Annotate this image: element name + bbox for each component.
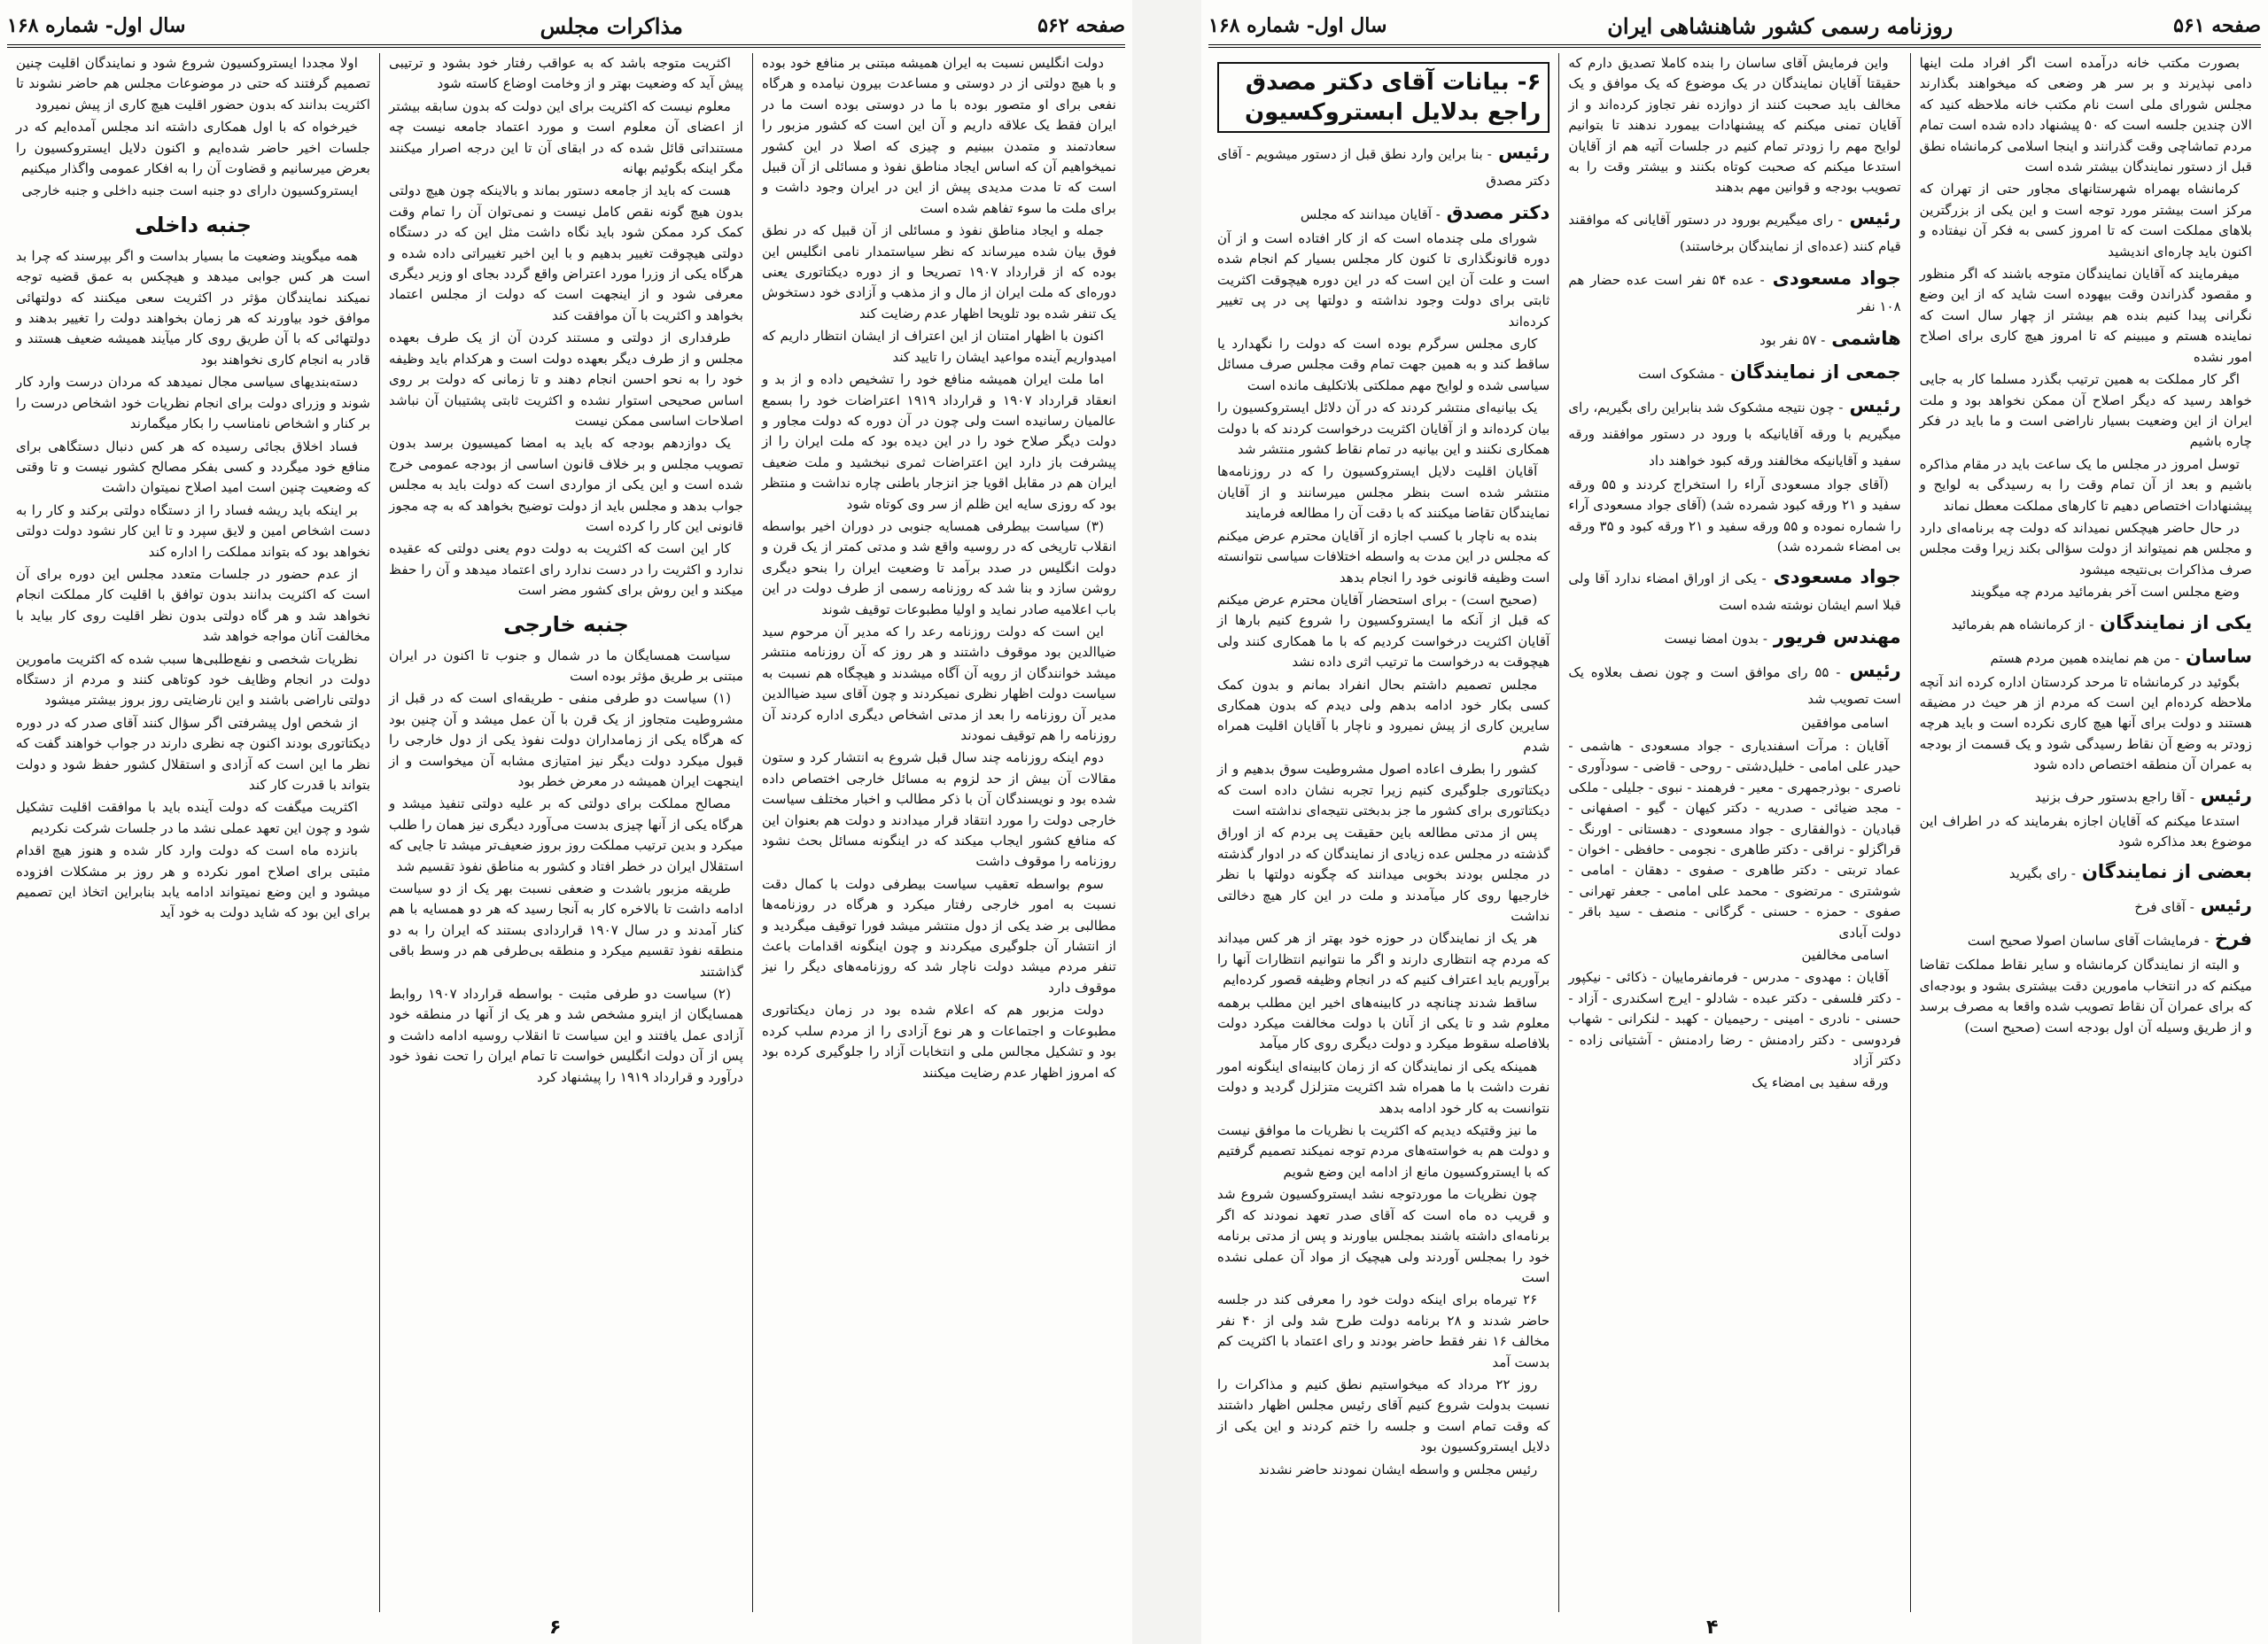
body-paragraph: اکنون با اظهار امتنان از این اعتراف از ایشان انتظار داریم که امیدواریم آینده مواعید ایشان را تایید کند [762, 328, 1116, 365]
body-paragraph: آقایان اقلیت دلایل ایستروکسیون را که در روزنامه‌ها منتشر شده است بنظر مجلس میرسانند و از آقایان نمایندگان تقاضا میکنند که با دقت آن را مطالعه فرمایند [1217, 463, 1550, 522]
speaker-name: رئیس [1498, 142, 1550, 163]
right-page-header [1208, 7, 2261, 48]
body-paragraph: مجلس تصمیم داشتم بحال انفراد بمانم و بدون کمک کسی بکار خود ادامه بدهم ولی دیدم که بدون همکاری سایرین کاری از پیش نمیرود و ناچار با آقایان اقلیت همراه شدم [1217, 676, 1550, 755]
body-paragraph: اما ملت ایران همیشه منافع خود را تشخیص داده و از بد و انعقاد قرارداد ۱۹۰۷ و قرارداد ۱۹۱۹ اعتراضات خود را بسمع عالمیان رسانیده است ولی چون در آن دوره که دولت مجاور و دولت دیگر صلاح خود را در این دیده بود که ملت ایران را از پیشرفت باز دارد این اعتراضات ثمری نبخشید و ملت ضعیف ایران هم در مقابل اقویا جز انزجار باطنی چاره نداشت و منتظر بود که روزی سایه این ظلم از سر وی کوتاه شود [762, 371, 1116, 512]
speech-paragraph: واین فرمایش آقای ساسان را بنده کاملا تصدیق دارم که حقیقتا آقایان نمایندگان در یک موضوع که یک موافق و یک مخالف باید صحبت کنند از دوازده نفر تجاوز کرده‌اند و از آقایان تمنی میکنم که پیشنهادات بیمورد ندهند تا بتوانیم لوایح مهم را زودتر تمام کنیم در جلسات آتیه هم از آقایان استدعا میکنم که صحبت کوتاه بکنند و بیشتر وقت را به تصویب بودجه و قوانین مهم بدهند [1568, 55, 1901, 196]
speaker-line [1568, 326, 1900, 353]
speech-paragraph: و البته از نمایندگان کرمانشاه و سایر نقاط مملکت تقاضا میکنم که در انتخاب مامورین دقت بیشتری بشود و بودجه‌ای که برای عمران آن نقاط تصویب شده واقعا به مصرف برسد و از طریق وسیله آن اول بودجه است (صحیح است) [1919, 957, 2252, 1035]
body-paragraph: سیاست همسایگان ما در شمال و جنوب تا اکنون در ایران مبتنی بر طریق مؤثر بوده است [389, 647, 743, 684]
speaker-text: - من هم نماینده همین مردم هستم [1990, 649, 2180, 666]
body-paragraph: از شخص اول پیشرفتی اگر سؤال کنند آقای صدر که در دوره دیکتاتوری بودند اکنون چه نظری دارند در جواب خواهند گفت که نظر ما این است که آزادی و استقلال کشور حفظ شود و دولت بتواند با قدرت کار کند [16, 714, 370, 793]
left-page-columns [7, 53, 1125, 1612]
left-page-issue: سال اول- شماره ۱۶۸ [7, 14, 186, 37]
section-heading: ۶- بیانات آقای دکتر مصدق راجع بدلایل ابستروکسیون [1217, 62, 1550, 133]
body-paragraph: بانزده ماه است که دولت وارد کار شده و هنوز هیچ اقدام مثبتی برای اصلاح امور نکرده و هر روز بر مشکلات افزوده میشود و این وضع نمیتواند ادامه یابد بنابراین اتخاذ این تصمیم برای این بود که شاید دولت به خود آید [16, 842, 370, 921]
body-paragraph: هست که باید از جامعه دستور بماند و بالاینکه چون هیچ دولتی بدون هیچ گونه نقص کامل نیست و نمی‌توان آن را تمام وقت کمک کرد ممکن شود باید نگاه داشت مثل این که در دستگاه دولتی هیچوقت تغییر بدهیم و با این اخیر تغییراتی داده شده و هرگاه یکی از وزرا مورد اعتراض واقع گردد بجای او وزیر دیگری معرفی شود و از اینجهت است که دولت از مجلس اعتماد بخواهد و اکثریت با آن موافقت کند [389, 182, 743, 323]
speaker-name: ساسان [2186, 645, 2252, 667]
speaker-text: - عده ۵۴ نفر است عده حضار هم ۱۰۸ نفر [1568, 271, 1901, 314]
speaker-text: - آقا راجع بدستور حرف بزنید [2035, 788, 2194, 805]
body-paragraph: نظریات شخصی و نفع‌طلبی‌ها سبب شده که اکثریت مامورین دولت در انجام وظایف خود کوتاهی کنند و مردم از دستگاه دولتی ناراضی باشند و این نارضایتی روز بروز بیشتر میشود [16, 650, 370, 709]
speaker-text: - آقایان میدانند که مجلس [1300, 206, 1441, 222]
speaker-line [1568, 393, 1900, 473]
body-paragraph: اولا مجددا ایستروکسیون شروع شود و نمایندگان اقلیت چنین تصمیم گرفتند که حتی در موضوعات مجلس هم حاضر نشوند تا اکثریت بدانند که بدون حضور اقلیت هیچ کاری از پیش نمیرود [16, 55, 370, 112]
vote-paragraph: (آقای جواد مسعودی آراء را استخراج کردند و ۵۵ ورقه سفید و ۲۱ ورقه کبود شمرده شد) (آقای جواد مسعودی آراء را شماره نموده و ۵۵ ورقه سفید و ۲۱ ورقه کبود و ۳۵ ورقه بی امضاء شمرده شد) [1568, 476, 1901, 555]
speaker-name: دکتر مصدق [1446, 202, 1550, 223]
left-page-section: مذاکرات مجلس [540, 12, 683, 39]
abstain-note: ورقه سفید بی امضاء یک [1751, 1074, 1889, 1091]
voter-list-yes: آقایان : مرآت اسفندیاری - جواد مسعودی - هاشمی - حیدر علی امامی - خلیل‌دشتی - روحی - قاضی - سودآوری - ناصری - بوذرجمهری - معیر - فرهمند - نبوی - جلیلی - ملکی - مجد ضیائی - صدریه - دکتر کیهان - گیو - اصفهانی - قبادیان - ذوالفقاری - جواد مسعودی - دهستانی - اورنگ - قراگزلو - نراقی - دکتر طاهری - نجومی - حافظی - اخوان - عماد تربتی - دکتر طاهری - صفوی - دهقان - امامی - شوشتری - مرتضوی - محمد علی امامی - جعفر تهرانی - صفوی - حمزه - حسنی - گرگانی - منصف - سید باقر - دولت آبادی [1568, 737, 1901, 941]
speaker-line [1920, 859, 2252, 886]
speaker-line [1568, 206, 1900, 259]
voter-list-title: اسامی مخالفین [1801, 946, 1889, 963]
body-paragraph: خیرخواه که با اول همکاری داشته اند مجلس آمده‌ایم که در جلسات اخیر حاضر شده‌ایم و اکنون دلایل ایستروکسیون را بعرض میرسانیم و قضاوت آن را به افکار عمومی واگذار میکنیم [16, 119, 370, 177]
paragraphs [389, 53, 743, 1088]
right-column-1 [1911, 53, 2261, 1612]
voter-list-title: اسامی موافقین [1801, 715, 1889, 732]
body-paragraph: توسل امروز در مجلس ما یک ساعت باید در مقام مذاکره باشیم و بعد از آن تمام وقت را به رسیدگی به لوایح و پیشنهادات اختصاص دهیم تا کارهای مملکت معطل نماند [1919, 455, 2252, 514]
speaker-text: - از کرمانشاه هم بفرمائید [1951, 616, 2094, 632]
speaker-text: - ۵۷ نفر بود [1759, 331, 1826, 348]
speaker-name: بعضی از نمایندگان [2081, 861, 2252, 883]
speaker-line [1920, 644, 2252, 671]
body-paragraph: دولت مزبور هم که اعلام شده بود در زمان دیکتاتوری مطبوعات و اجتماعات و هر نوع آزادی را از مردم سلب کرده بود و تشکیل مجالس ملی و انتخابات آزاد را جلوگیری کرده بود که امروز اظهار عدم رضایت میکنند [762, 1002, 1116, 1081]
speaker-name: رئیس [1849, 206, 1901, 229]
body-paragraph: شورای ملی چندماه است که از کار افتاده است و از آن دوره قانونگذاری تا کنون کار مجلس بسیار کم انجام شده است و علت آن این است که در این دوره هیچوقت اکثریت ثابتی برای دولت وجود نداشته و دولتها پی در پی تغییر کرده‌اند [1217, 230, 1550, 330]
speaker-text: - رای بگیرید [2008, 865, 2076, 882]
body-paragraph: چون نظریات ما موردتوجه نشد ایستروکسیون شروع شد و قریب ده ماه است که آقای صدر تعهد نمودند که اگر برنامه‌ای داشته باشند بمجلس بیاورند و پس از مدتی برنامه خود را بمجلس آوردند ولی هیچیک از مواد آن عملی نشده است [1217, 1186, 1550, 1285]
body-paragraph: سوم بواسطه تعقیب سیاست بیطرفی دولت با کمال دقت نسبت به امور خارجی رفتار میکرد و هرگاه در روزنامه‌ها مطالبی بر ضد یکی از دول منتشر میشد فورا توقیف میگردید و از انتشار آن جلوگیری میکردند و چون اینگونه اقدامات باعث تنفر مردم میشد دولت ناچار شد که روزنامه‌های دیگر را نیز موقوف دارد [762, 875, 1116, 996]
left-page-number: صفحه ۵۶۲ [1037, 14, 1125, 37]
body-paragraph: همه میگویند وضعیت ما بسیار بداست و اگر بپرسند که چرا بد است هر کس جوابی میدهد و هیچکس به عمق قضیه توجه نمیکند نمایندگان مؤثر در اکثریت سعی میکنند که دولتهائی موافق خود بیاورند که هر زمان بخواهند دولت را تغییر بدهند و دولتهائی که با آن طریق روی کار میآیند همیشه ضعیف هستند و قادر به انجام کاری نخواهند بود [16, 247, 370, 368]
speech-paragraph: بگوئید در کرمانشاه تا مرحد کردستان اداره کرده اند آنچه ملاحظه کرده‌ام این است که مردم از هر حیث در مضیقه هستند و دولت برای آنها هیچ کاری نکرده است و باید هرچه زودتر به وضع آن نقاط رسیدگی شود و یک قسمت از بودجه به عمران آن منطقه اختصاص داده شود [1919, 673, 2252, 773]
body-paragraph: بصورت مکتب خانه درآمده است اگر افراد ملت اینها دامی نپذیرند و بر سر هر وضعی که میخواهند بگذارند مجلس شورای ملی است نام مکتب خانه ملاحظه کنید که الان چندین جلسه است که ۵۰ پیشنهاد داده شده است تمام مردم تماشاچی وقت گذرانند و اینجا اسلامی کرمانشاه نطق قبل از دستور نمایندگان بیشتر شده است [1919, 55, 2252, 175]
body-paragraph: (۲) سیاست دو طرفی مثبت - بواسطه قرارداد ۱۹۰۷ روابط همسایگان از اینرو مشخص شد و هر یک از آنها در منطقه خود آزادی عمل یافتند و این سیاست تا انقلاب روسیه ادامه داشت و پس از آن دولت انگلیس خواست تا تمام ایران را تحت نفوذ خود درآورد و قرارداد ۱۹۱۹ را پیشنهاد کرد [389, 986, 743, 1085]
speaker-line [1217, 140, 1550, 193]
left-page [0, 0, 1132, 1644]
body-paragraph: ما نیز وقتیکه دیدیم که اکثریت با نظریات ما موافق نیست و دولت هم به خواسته‌های مردم توجه نمیکند تصمیم گرفتیم که با ایستروکسیون مانع از ادامه این وضع شویم [1217, 1122, 1550, 1180]
right-page-issue: سال اول- شماره ۱۶۸ [1208, 14, 1387, 37]
speaker-name: رئیس [1849, 660, 1901, 682]
speaker-text: - ۵۵ رای موافق است و چون نصف بعلاوه یک است تصویب شد [1568, 664, 1901, 708]
speaker-text: - چون نتیجه مشکوک شد بنابراین رای بگیریم، رای میگیریم با ورقه آقایانیکه با ورود در دستور موافقند ورقه سفید و آقایانیکه مخالفند ورقه کبود خواهند داد [1568, 399, 1901, 469]
body-paragraph: طریقه مزبور باشدت و ضعفی نسبت بهر یک از دو سیاست ادامه داشت تا بالاخره کار به آنجا رسید که هر دو همسایه با هم کنار آمدند و در سال ۱۹۰۷ قراردادی بستند که ایران را به دو منطقه نفوذ تقسیم میکرد و منطقه بی‌طرفی هم در وسط باقی گذاشتند [389, 880, 743, 980]
speaker-name: هاشمی [1831, 327, 1901, 349]
speaker-line [1568, 266, 1900, 319]
section-heading: جنبه داخلی [135, 212, 252, 237]
speaker-line [1920, 893, 2252, 919]
voter-list-no: آقایان : مهدوی - مدرس - فرمانفرماییان - ذکائی - نیکپور - دکتر فلسفی - دکتر عبده - شادلو - ایرج اسکندری - آزاد - حسنی - نادری - امینی - رحیمیان - کهبد - لنکرانی - شهاب فردوسی - دکتر رادمنش - رضا رادمنش - آشتیانی زاده - دکتر آزاد [1568, 969, 1901, 1068]
left-column-3 [7, 53, 380, 1612]
body-paragraph: اکثریت متوجه باشد که به عواقب رفتار خود بشود و ترتیبی پیش آید که وضعیت بهتر و از وخامت اوضاع کاسته شود [389, 55, 743, 92]
body-paragraph: پس از مدتی مطالعه باین حقیقت پی بردم که از اوراق گذشته در مجلس عده زیادی از نمایندگان که در ادوار گذشته در مجلس بودند بخوبی میدانند که چگونه دولتها با نظر خارجیها روی کار میآمدند و ملت در این کار هیچ دخالتی نداشت [1217, 825, 1550, 924]
body-paragraph: میفرمایند که آقایان نمایندگان متوجه باشند که اگر منظور و مقصود گذراندن وقت بیهوده است شاید که از این وضع نگرانی پیدا کنیم بنده هم بیشتر از چهار سال است که نماینده هستم و میبینم که تا امروز هیچ کاری برای اصلاح امور نشده [1919, 266, 2252, 365]
section-heading: جنبه خارجی [503, 611, 629, 637]
body-paragraph: معلوم نیست که اکثریت برای این دولت که بدون سابقه بیشتر از اعضای آن معلوم است و مورد اعتماد جامعه نیست چه مستنداتی قائل شده که در ابقای آن تا این درجه اصرار میکنند مگر اینکه بگوئیم بهانه [389, 97, 743, 177]
body-paragraph: هر یک از نمایندگان در حوزه خود بهتر از هر کس میداند که مردم چه انتظاری دارند و اگر ما نتوانیم انتظارات آنها را برآوریم باید اعتراف کنیم که در انجام وظیفه قصور کرده‌ایم [1217, 930, 1550, 989]
body-paragraph: کار این است که اکثریت به دولت دوم یعنی دولتی که عقیده ندارد و اکثریت را در دست ندارد رای اعتماد میدهد و آن را حفظ میکند و این روش برای کشور مضر است [389, 540, 743, 599]
speaker-text: - بنا براین وارد نطق قبل از دستور میشویم - آقای دکتر مصدق [1217, 146, 1550, 189]
speaker-line [1920, 610, 2252, 637]
left-column-1 [753, 53, 1125, 1612]
body-paragraph: بر اینکه باید ریشه فساد را از دستگاه دولتی برکند و کار را به دست اشخاص امین و لایق سپرد و تا این کار نشود دولت دولتی نخواهد بود که بتواند مملکت را اداره کند [16, 501, 370, 560]
body-paragraph: مصالح مملکت برای دولتی که بر علیه دولتی تنفیذ میشد و هرگاه یکی از آنها چیزی بدست می‌آورد دیگری نیز همان را طلب میکرد و بدین ترتیب مملکت روز بروز ضعیف‌تر میشد تا جایی که استقلال ایران در خطر افتاد و کشور به مناطق نفوذ تقسیم شد [389, 795, 743, 874]
left-column-2 [380, 53, 753, 1612]
body-paragraph: ۲۶ تیرماه برای اینکه دولت خود را معرفی کند در جلسه حاضر شدند و ۲۸ برنامه دولت طرح شد ولی از ۴۰ نفر مخالف ۱۶ نفر فقط حاضر بودند و رای اعتماد با اکثریت کم بدست آمد [1217, 1291, 1550, 1370]
speaker-name: مهندس فریور [1773, 626, 1901, 648]
left-page-footer-mark: ۶ [549, 1617, 562, 1639]
speaker-line [1920, 783, 2252, 810]
speech-paragraph: استدعا میکنم که آقایان اجازه بفرمایند که در اطراف این موضوع بعد مذاکره شود [1919, 812, 2252, 849]
paragraphs [1217, 229, 1550, 1480]
right-page-footer-mark: ۴ [1706, 1617, 1719, 1639]
body-paragraph: ساقط شدند چنانچه در کابینه‌های اخیر این مطلب برهمه معلوم شد و تا یکی از آنان با دولت مخالفت میکرد دولت بلافاصله سقوط میکرد و دولت دیگری روی کار میآمد [1217, 994, 1550, 1052]
right-page-masthead: روزنامه رسمی کشور شاهنشاهی ایران [1607, 12, 1953, 39]
speaker-line [1568, 624, 1900, 651]
body-paragraph: اگر کار مملکت به همین ترتیب بگذرد مسلما کار به جایی خواهد رسید که دیگر اصلاح آن ممکن نخواهد بود و ملت ایران از این وضعیت بسیار ناراضی است و ما باید در فکر چاره باشیم [1919, 371, 2252, 450]
speaker-text: - فرمایشات آقای ساسان اصولا صحیح است [1967, 933, 2210, 950]
paragraphs [762, 53, 1116, 1083]
right-page [1201, 0, 2268, 1644]
body-paragraph: (۳) سیاست بیطرفی همسایه جنوبی در دوران اخیر بواسطه انقلاب تاریخی که در روسیه واقع شد و مدتی کمتر از یک قرن و دولت انگلیس در صدد برآمد تا وضعیت ایران را بنحو دیگری روشن سازد و بنا شد که روزنامه رسمی از طرف دولت در این باب اعلامیه صادر نماید و اولیا مطبوعات توقیف شوند [762, 517, 1116, 617]
body-paragraph: دسته‌بندیهای سیاسی مجال نمیدهد که مردان درست وارد کار شوند و وزرای دولت برای انجام نظریات خود اشخاص درست را بر کنار و اشخاص نامناسب را بکار میگمارند [16, 374, 370, 432]
body-paragraph: جمله و ایجاد مناطق نفوذ و مسائلی از آن قبیل که در نطق فوق بیان شده میرساند که نظر سیاستمدار نامی انگلیس این بوده که از قرارداد ۱۹۰۷ تصریحا و از دوره دیکتاتوری یعنی دوره‌ای که ملت ایران از مال و از مذهب و آزادی خود دستخوش یک تنفر شده بود تلویحا اظهار عدم رضایت کند [762, 222, 1116, 322]
body-paragraph: دولت انگلیس نسبت به ایران همیشه مبتنی بر منافع خود بوده و با هیچ دولتی از در دوستی و مساعدت بیرون نیامده و هرگاه نفعی برای او متصور بوده با ما در دوستی بوده است ما در ایران فقط یک علاقه داریم و آن این است که کشور مزبور را سعادتمند و متمدن ببینیم و چیزی که اصلا در این کشور نمیخواهیم آن که اساس ایجاد مناطق نفوذ و مسائلی از آن قبیل است که تا مدت مدیدی پیش از این در ایران وجود داشت و برای ملت ما سوء تفاهم شده است [762, 55, 1116, 216]
speaker-text: - آقای فرخ [2134, 899, 2194, 916]
body-paragraph: (صحیح است) - برای استحضار آقایان محترم عرض میکنم که قبل از آنکه ما ایستروکسیون را شروع کنیم بارها از آقایان اکثریت درخواست کردیم که با ما همکاری کنند ولی هیچوقت به درخواست ما ترتیب اثری داده نشد [1217, 591, 1550, 671]
body-paragraph: وضع مجلس است آخر بفرمائید مردم چه میگویند [1969, 584, 2240, 601]
body-paragraph: رئیس مجلس و واسطه ایشان نمودند حاضر نشدند [1258, 1461, 1538, 1477]
body-paragraph: اکثریت میگفت که دولت آینده باید با موافقت اقلیت تشکیل شود و چون این تعهد عملی نشد ما در جلسات شرکت نکردیم [16, 799, 370, 836]
speaker-text: - یکی از اوراق امضاء ندارد آقا ولی قبلا اسم ایشان نوشته شده است [1568, 570, 1901, 614]
body-paragraph: یک بیانیه‌ای منتشر کردند که در آن دلائل ایستروکسیون را بیان کرده‌اند و از آقایان اکثریت درخواست کردند که با دولت همکاری نکنند و این بیانیه در تمام نقاط کشور منتشر شد [1217, 399, 1550, 458]
right-column-3 [1208, 53, 1559, 1612]
speaker-name: جمعی از نمایندگان [1729, 361, 1901, 383]
body-paragraph: فساد اخلاق بجائی رسیده که هر کس دنبال دستگاهی برای منافع خود میگردد و کسی بفکر مصالح کشور نیست و تا وقتی که وضعیت چنین است امید اصلاح نمیتوان داشت [16, 438, 370, 496]
speaker-text: - رای میگیریم بورود در دستور آقایانی که موافقند قیام کنند (عده‌ای از نمایندگان برخاستند) [1568, 211, 1901, 254]
page-gutter [1132, 0, 1201, 1644]
speaker-name: یکی از نمایندگان [2100, 611, 2252, 633]
speaker-name: رئیس [1849, 394, 1901, 416]
speaker-line [1568, 360, 1900, 386]
body-paragraph: این است که دولت روزنامه رعد را که مدیر آن مرحوم سید ضیاالدین بود موقوف داشتند و هر روز که آن روزنامه منتشر میشد خوانندگان از رویه آن آگاه میشدند و هیچگاه هم نسبت به سیاست دولت اظهار نظری نمیکردند و چون آقای سید ضیاالدین مدیر آن روزنامه را بعد از مدتی اشخاص دیگری اداره کردند آن روزنامه را هم توقیف نمودند [762, 623, 1116, 743]
body-paragraph: کشور را بطرف اعاده اصول مشروطیت سوق بدهیم و از دیکتاتوری جلوگیری کنیم زیرا تجربه نشان داده است که دیکتاتوری برای کشور ما جز بدبختی نتیجه‌ای نداشته است [1217, 761, 1550, 818]
speaker-line [1568, 658, 1900, 711]
right-column-2 [1559, 53, 1910, 1612]
speaker-text: - بدون امضا نیست [1664, 631, 1767, 648]
speaker-name: رئیس [2200, 895, 2252, 917]
body-paragraph: دوم اینکه روزنامه چند سال قبل شروع به انتشار کرد و ستون مقالات آن بیش از حد لزوم به مسائل خارجی اختصاص داده شده بود و نویسندگان آن با ذکر مطالب و اخبار مختلف سیاست خارجی دولت را مورد انتقاد قرار میدادند و دولت هم بعنوان این که منافع کشور ایجاب میکند که در اینگونه مسائل بحث نشود روزنامه را موقوف داشت [762, 749, 1116, 870]
speaker-name: جواد مسعودی [1773, 566, 1901, 588]
body-paragraph: در حال حاضر هیچکس نمیداند که دولت چه برنامه‌ای دارد و مجلس هم نمیتواند از دولت سؤالی بکند زیرا وقت مجلس صرف مذاکرات بی‌نتیجه میشود [1919, 519, 2252, 578]
left-page-header [7, 7, 1125, 48]
speaker-line [1217, 200, 1550, 227]
speaker-name: فرخ [2215, 928, 2252, 950]
paragraphs [16, 53, 370, 924]
body-paragraph: (۱) سیاست دو طرفی منفی - طریقه‌ای است که در قبل از مشروطیت متجاوز از یک قرن با آن عمل میشد و آن چنین بود که هرگاه یکی از زمامداران دولت نفوذ یکی از دول خارجی را قبول میکرد دولت دیگر نیز امتیازی مشابه آن میخواست و از اینجهت ایران همیشه در معرض خطر بود [389, 690, 743, 789]
right-page-number: صفحه ۵۶۱ [2173, 14, 2261, 37]
body-paragraph: کرمانشاه بهمراه شهرستانهای مجاور حتی از تهران که مرکز است بیشتر مورد توجه است و این یکی از بزرگترین بلاهای مملکت است که تا امروز کسی به فکر آن نیفتاده و اکنون باید چاره‌ای اندیشید [1919, 181, 2252, 260]
body-paragraph: ایستروکسیون دارای دو جنبه است جنبه داخلی و جنبه خارجی [21, 182, 358, 199]
body-paragraph: روز ۲۲ مرداد که میخواستیم نطق کنیم و مذاکرات را نسبت بدولت شروع کنیم آقای رئیس مجلس اظهار داشتند که وقت تمام است و جلسه را ختم کردند و این یکی از دلایل ایستروکسیون بود [1217, 1376, 1550, 1455]
body-paragraph: یک دوازدهم بودجه که باید به امضا کمیسیون برسد بدون تصویب مجلس و بر خلاف قانون اساسی از بودجه عمومی خرج شده است و این یکی از مواردی است که دولت باید به مجلس جواب بدهد و مجلس باید از دولت توضیح بخواهد که به چه مجوز قانونی این کار را کرده است [389, 435, 743, 534]
body-paragraph: از عدم حضور در جلسات متعدد مجلس این دوره برای آن است که اکثریت بدانند بدون توافق با اقلیت کار مملکت انجام نخواهد شد و هر گاه دولتی بدون نظر اقلیت روی کار بیاید با مخالفت آنان مواجه خواهد شد [16, 565, 370, 645]
body-paragraph: همینکه یکی از نمایندگان که از زمان کابینه‌ای اینگونه امور نفرت داشت با ما همراه شد اکثریت متزلزل گردید و دولت نتوانست به کار خود ادامه بدهد [1217, 1058, 1550, 1116]
speaker-text: - مشکوک است [1638, 365, 1725, 382]
speaker-name: رئیس [2200, 784, 2252, 806]
paragraphs [1920, 53, 2252, 603]
right-page-columns [1208, 53, 2261, 1612]
body-paragraph: کاری مجلس سرگرم بوده است که دولت را نگهدارد یا ساقط کند و به همین جهت تمام وقت مجلس صرف مسائل سیاسی شده و لوایح مهم مملکتی بلاتکلیف مانده است [1217, 336, 1550, 393]
speaker-name: جواد مسعودی [1772, 267, 1901, 289]
body-paragraph: بنده به ناچار با کسب اجازه از آقایان محترم عرض میکنم که مجلس در این مدت به واسطه اختلافات سیاسی نتوانسته است وظیفه قانونی خود را انجام بدهد [1217, 527, 1550, 585]
body-paragraph: طرفداری از دولتی و مستند کردن آن از یک طرف بعهده مجلس و از طرف دیگر بعهده دولت است و هرکدام باید وظیفه خود را به نحو احسن انجام دهند و تا زمانی که دولت بر روی اساس صحیحی استوار نشده و اکثریت ثابتی پشتیبان آن نباشد اصلاحات اساسی ممکن نیست [389, 330, 743, 429]
speaker-line [1920, 927, 2252, 953]
speaker-line [1568, 564, 1900, 617]
